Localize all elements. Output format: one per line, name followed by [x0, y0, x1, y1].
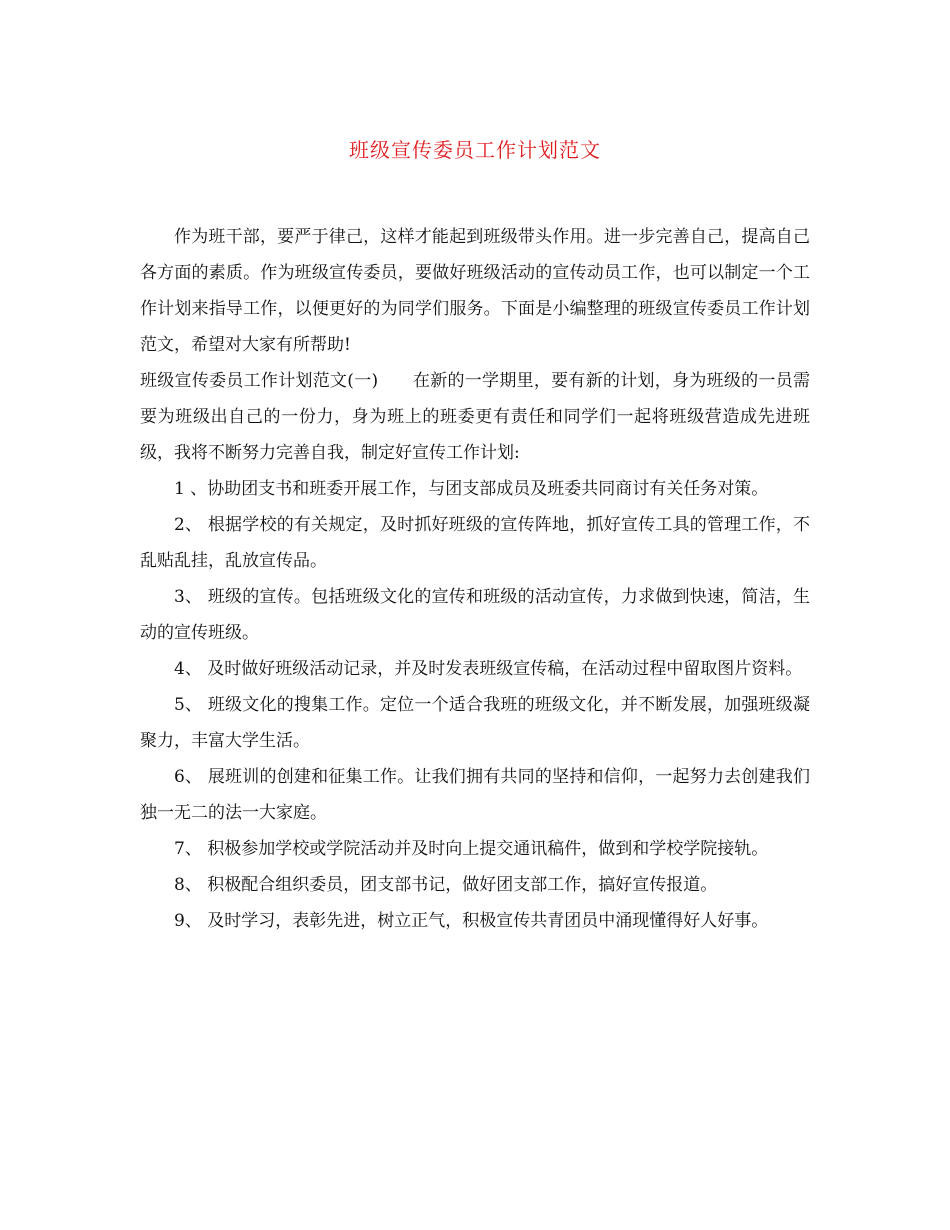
section-label: 班级宣传委员工作计划范文(一)	[140, 371, 379, 391]
section-spacer	[378, 371, 413, 391]
list-item: 2、 根据学校的有关规定，及时抓好班级的宣传阵地，抓好宣传工具的管理工作，不乱贴乱挂，乱放宣传品。	[140, 515, 810, 571]
list-item: 3、 班级的宣传。包括班级文化的宣传和班级的活动宣传，力求做到快速，简洁，生动的宣传班级。	[140, 587, 810, 643]
section-intro: 在新的一学期里，要有新的计划，身为班级的一员需要为班级出自己的一份力，身为班上的班委更有责任和同学们一起将班级营造成先进班级，我将不断努力完善自我，制定好宣传工作计划:	[140, 371, 811, 463]
document-body	[140, 219, 810, 939]
list-item: 7、 积极参加学校或学院活动并及时向上提交通讯稿件，做到和学校学院接轨。	[174, 839, 769, 859]
list-item: 6、 展班训的创建和征集工作。让我们拥有共同的坚持和信仰，一起努力去创建我们独一无二的法一大家庭。	[140, 767, 810, 823]
intro-paragraph: 作为班干部，要严于律己，这样才能起到班级带头作用。进一步完善自己，提高自己各方面的素质。作为班级宣传委员，要做好班级活动的宣传动员工作，也可以制定一个工作计划来指导工作，以便更好的为同学们服务。下面是小编整理的班级宣传委员工作计划范文，希望对大家有所帮助!	[140, 227, 810, 355]
list-item: 1 、协助团支书和班委开展工作，与团支部成员及班委共同商讨有关任务对策。	[174, 479, 769, 499]
list-item: 5、 班级文化的搜集工作。定位一个适合我班的班级文化，并不断发展，加强班级凝聚力，丰富大学生活。	[140, 695, 810, 751]
list-item: 4、 及时做好班级活动记录，并及时发表班级宣传稿，在活动过程中留取图片资料。	[174, 659, 803, 679]
list-item: 8、 积极配合组织委员，团支部书记，做好团支部工作，搞好宣传报道。	[174, 875, 718, 895]
document-title: 班级宣传委员工作计划范文	[349, 138, 601, 162]
section-paragraph	[140, 363, 810, 471]
list-item: 9、 及时学习，表彰先进，树立正气，积极宣传共青团员中涌现懂得好人好事。	[174, 911, 769, 931]
